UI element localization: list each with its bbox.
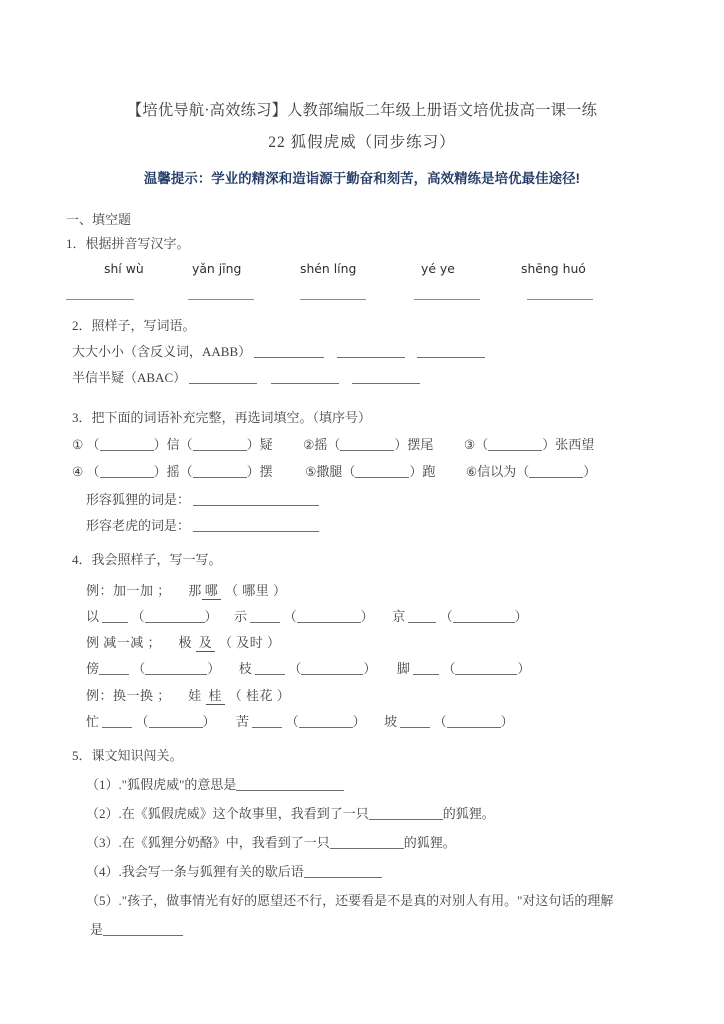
answer-blank-5[interactable] [527,299,593,300]
pinyin-group-4: yé ye [421,261,455,276]
q4-row1-char-1: 以 [86,609,100,624]
q4-row1-blank-3a[interactable] [408,610,436,623]
question-5-item-3 [86,835,456,851]
q3-blank-3a[interactable] [488,438,542,451]
question-4-example-2 [86,635,281,652]
q4-row2-blank-1b[interactable] [145,662,207,675]
q4-row1-blank-2b[interactable] [297,610,361,623]
question-2-line-1 [72,344,485,360]
q4-row3-paren-1: （ [135,714,149,729]
q2-blank-b2[interactable] [271,371,339,384]
q4-row1-paren-2: （ [283,609,297,624]
page-title: 【培优导航·高效练习】人教部编版二年级上册语文培优拔高一课一练 [126,102,598,119]
q5-blank-2[interactable] [369,807,443,820]
question-5-item-4 [86,864,382,880]
q4-ex1-word: （ 哪里 ） [225,583,287,598]
q2-blank-b3[interactable] [352,371,420,384]
q3-fox-blank[interactable] [193,493,319,506]
q2-blank-a1[interactable] [254,345,324,358]
q4-row2-paren-3: （ [442,661,456,676]
q4-row3-paren-3: （ [433,714,447,729]
q4-ex1-lead: 例：加一加 ； [86,583,171,598]
question-4-row-3: 忙 （ ） 苦 （ ） 坡 （ ） [86,714,514,729]
q4-row3-blank-3a[interactable] [400,715,430,728]
q4-row1-paren-1: （ [131,609,145,624]
question-5-item-5 [86,893,613,909]
q3-marker-2: ② [303,437,315,452]
q4-row3-char-1: 忙 [86,714,100,729]
q4-row2-char-2: 枝 [238,661,252,676]
q4-ex3-add: 桂 [206,688,226,705]
question-5-item-5-continued [90,922,183,938]
q4-row1-char-3: 京 [392,609,406,624]
q3-item-1-mid: ）信（ [153,437,193,452]
q4-row2-paren-1: （ [132,661,146,676]
q5-text-1: ."狐假虎威"的意思是 [118,777,237,792]
q4-row2-char-3: 脚 [396,661,410,676]
q4-row3-blank-2a[interactable] [252,715,282,728]
q3-tiger-blank[interactable] [193,519,319,532]
q4-row2-char-1: 傍 [86,661,100,676]
q4-row3-blank-1b[interactable] [149,715,203,728]
question-2-prompt: 2．照样子，写词语。 [72,318,196,333]
q4-row2-blank-1a[interactable] [99,662,129,675]
question-2-line-2-label: 半信半疑（ABAC） [72,370,187,385]
q3-item-1-after: ）疑 [246,437,273,452]
q4-row1-char-2: 示 [234,609,248,624]
q3-blank-1a[interactable] [100,438,154,451]
q3-item-5-after: ）跑 [409,464,436,479]
question-5-item-2 [86,806,495,822]
q5-marker-2: （2） [86,806,119,821]
q4-ex2-lead: 例 减一减 ； [86,635,162,650]
q3-item-6-after: ） [583,464,597,479]
q4-row3-blank-1a[interactable] [102,715,132,728]
tip-banner: 温馨提示：学业的精深和造诣源于勤奋和刻苦，高效精练是培优最佳途径! [143,171,581,186]
q4-ex2-base: 极 [178,635,193,650]
q4-row2-blank-3a[interactable] [413,662,439,675]
q4-ex2-add: 及 [196,635,216,652]
q3-item-3-after: ）张西望 [542,437,595,452]
q4-ex3-lead: 例：换一换 ； [86,688,171,703]
q5-text-4: .我会写一条与狐狸有关的歇后语 [118,864,304,879]
pinyin-group-1: shí wù [104,261,144,276]
q4-row1-blank-1b[interactable] [145,610,205,623]
q3-blank-2a[interactable] [340,438,394,451]
question-4-prompt: 4．我会照样子，写一写。 [72,552,222,567]
q5-tail-3: 的狐狸。 [403,835,456,850]
q2-blank-b1[interactable] [189,371,257,384]
q4-row3-blank-3b[interactable] [447,715,501,728]
q4-ex3-base: 娃 [188,688,202,703]
q3-blank-6a[interactable] [529,465,583,478]
q5-blank-3[interactable] [330,836,404,849]
q3-marker-3: ③ [463,437,476,452]
q3-blank-4b[interactable] [193,465,247,478]
q3-item-4-before: （ [86,464,100,479]
q4-row1-blank-3b[interactable] [453,610,515,623]
q3-item-2-before: 摇（ [314,437,341,452]
q3-tiger-label: 形容老虎的词是： [86,518,191,533]
question-3-row-2 [72,464,596,480]
question-3-prompt: 3．把下面的词语补充完整，再选词填空。（填序号） [72,410,372,425]
q4-ex2-word: （ 及时 ） [219,635,281,650]
q4-row3-char-2: 苦 [236,714,250,729]
q4-row2-blank-2b[interactable] [301,662,363,675]
q4-row1-blank-2a[interactable] [250,610,280,623]
q3-marker-4: ④ [72,464,84,479]
q4-row2-blank-2a[interactable] [255,662,285,675]
q4-row2-blank-3b[interactable] [455,662,517,675]
q4-row2-paren-2: （ [288,661,302,676]
q5-marker-5: （5） [86,893,119,908]
q5-tail-5: 是 [90,922,104,937]
q3-blank-4a[interactable] [100,465,154,478]
q4-row1-blank-1a[interactable] [102,610,128,623]
q3-blank-5a[interactable] [355,465,409,478]
q5-text-2: .在《狐假虎威》这个故事里，我看到了一只 [118,806,369,821]
q3-blank-1b[interactable] [193,438,247,451]
q5-blank-1[interactable] [236,778,344,791]
answer-blank-2[interactable] [188,299,254,300]
q5-blank-5[interactable] [103,923,183,936]
page-subtitle: 22 狐假虎威（同步练习） [268,134,456,151]
pinyin-group-5: shēng huó [521,261,586,276]
question-3-fox-line [86,492,319,508]
question-5-item-1 [86,777,344,793]
question-4-row-2: 傍 （ ） 枝 （ ） 脚 （ ） [86,661,531,676]
q4-row3-char-3: 坡 [384,714,398,729]
q5-marker-1: （1） [86,777,119,792]
q4-ex3-word: （ 桂花 ） [228,688,291,703]
q3-item-1-before: （ [86,437,100,452]
question-2-line-2 [72,370,420,386]
q5-marker-3: （3） [86,835,119,850]
q3-fox-label: 形容狐狸的词是： [86,492,191,507]
q3-marker-5: ⑤ [305,464,317,479]
section-heading-fill-in: 一、填空题 [66,212,132,227]
q3-marker-1: ① [72,437,84,452]
answer-blank-1[interactable] [66,299,134,300]
q5-marker-4: （4） [86,864,119,879]
answer-blank-4[interactable] [414,299,480,300]
q2-blank-a2[interactable] [337,345,405,358]
q4-ex1-base: 那 [188,583,202,598]
pinyin-group-2: yǎn jīng [192,261,242,276]
q3-item-4-after: ）摆 [246,464,273,479]
q4-row1-paren-3: （ [439,609,453,624]
q3-item-5-before: 撒腿（ [316,464,356,479]
q2-blank-a3[interactable] [417,345,485,358]
q5-blank-4[interactable] [304,865,382,878]
q3-marker-6: ⑥ [465,464,478,479]
question-1-prompt: 1．根据拼音写汉字。 [66,236,190,251]
q4-row3-blank-2b[interactable] [299,715,353,728]
q4-ex1-add: 哪 [202,583,222,600]
pinyin-group-3: shén líng [300,261,357,276]
question-4-example-3 [86,688,290,705]
question-3-row-1 [72,437,594,453]
q3-item-4-mid: ）摇（ [153,464,193,479]
q3-item-3-before: （ [475,437,489,452]
q5-tail-2: 的狐狸。 [442,806,495,821]
answer-blank-3[interactable] [300,299,366,300]
question-2-line-1-label: 大大小小（含反义词，AABB） [72,344,252,359]
question-5-prompt: 5．课文知识闯关。 [72,748,183,763]
question-3-tiger-line [86,518,319,534]
question-4-row-1: 以 （ ） 示 （ ） 京 （ ） [86,609,528,624]
q5-text-5: ."孩子，做事情光有好的愿望还不行，还要看是不是真的对别人有用。"对这句话的理解 [118,893,614,908]
q4-row3-paren-2: （ [285,714,299,729]
q3-item-2-after: ）摆尾 [394,437,434,452]
q3-item-6-before: 信以为（ [477,464,530,479]
question-4-example-1 [86,583,287,600]
q5-text-3: .在《狐狸分奶酪》中，我看到了一只 [118,835,330,850]
